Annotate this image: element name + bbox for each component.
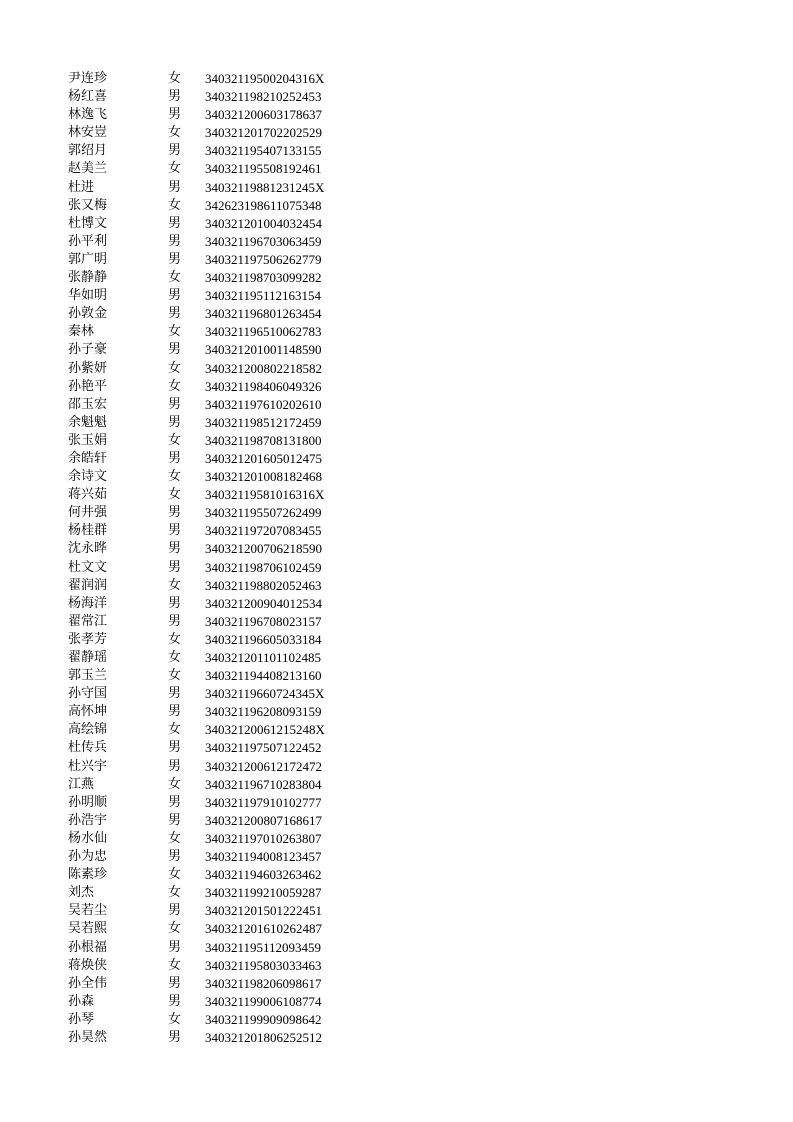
roster-row — [0, 468, 793, 486]
roster-row — [0, 957, 793, 975]
person-gender: 女 — [168, 722, 182, 738]
person-gender: 男 — [168, 758, 182, 774]
roster-row — [0, 396, 793, 414]
roster-row — [0, 559, 793, 577]
person-id-number: 340321201008182468 — [205, 469, 322, 485]
roster-row — [0, 360, 793, 378]
person-id-number: 340321200807168617 — [205, 812, 322, 828]
roster-row — [0, 649, 793, 667]
person-name: 赵美兰 — [68, 161, 108, 177]
person-name: 高怀坤 — [68, 704, 108, 720]
person-name: 蒋兴茹 — [68, 487, 108, 503]
roster-row — [0, 233, 793, 251]
person-gender: 男 — [168, 89, 182, 105]
person-name: 林逸飞 — [68, 107, 108, 123]
person-gender: 女 — [168, 270, 182, 286]
person-id-number: 340321195112093459 — [205, 939, 322, 955]
roster-row — [0, 577, 793, 595]
person-gender: 女 — [168, 487, 182, 503]
person-id-number: 340321195407133155 — [205, 143, 322, 159]
person-id-number: 340321197207083455 — [205, 523, 322, 539]
person-id-number: 340321199909098642 — [205, 1011, 322, 1027]
person-id-number: 340321198706102459 — [205, 559, 322, 575]
roster-row — [0, 197, 793, 215]
person-id-number: 340321197010263807 — [205, 830, 322, 846]
person-gender: 男 — [168, 288, 182, 304]
person-name: 孙昊然 — [68, 1029, 108, 1045]
person-gender: 男 — [168, 704, 182, 720]
person-name: 孙平利 — [68, 233, 108, 249]
person-gender: 女 — [168, 668, 182, 684]
person-id-number: 340321201501222451 — [205, 903, 322, 919]
person-name: 孙为忠 — [68, 849, 108, 865]
person-id-number: 340321196208093159 — [205, 704, 322, 720]
person-name: 孙根福 — [68, 939, 108, 955]
person-gender: 女 — [168, 432, 182, 448]
person-id-number: 340321196708023157 — [205, 613, 322, 629]
roster-row — [0, 179, 793, 197]
person-id-number: 340321195508192461 — [205, 161, 322, 177]
person-id-number: 34032119581016316X — [205, 487, 325, 503]
person-id-number: 340321194603263462 — [205, 867, 322, 883]
person-name: 何井强 — [68, 505, 108, 521]
person-name: 刘杰 — [68, 885, 95, 901]
person-id-number: 340321198210252453 — [205, 89, 322, 105]
person-name: 张静静 — [68, 270, 108, 286]
roster-row — [0, 305, 793, 323]
person-name: 余诗文 — [68, 469, 108, 485]
roster-row — [0, 631, 793, 649]
person-name: 杜文文 — [68, 559, 108, 575]
person-gender: 女 — [168, 378, 182, 394]
roster-row — [0, 215, 793, 233]
person-id-number: 340321195507262499 — [205, 505, 322, 521]
person-id-number: 340321195803033463 — [205, 957, 322, 973]
person-name: 蒋焕侠 — [68, 957, 108, 973]
person-gender: 女 — [168, 469, 182, 485]
person-gender: 女 — [168, 360, 182, 376]
person-gender: 男 — [168, 143, 182, 159]
roster-row — [0, 685, 793, 703]
person-name: 郭绍月 — [68, 143, 108, 159]
person-gender: 男 — [168, 342, 182, 358]
person-name: 林安豈 — [68, 125, 108, 141]
person-id-number: 340321200802218582 — [205, 360, 322, 376]
person-gender: 男 — [168, 215, 182, 231]
person-id-number: 340321198206098617 — [205, 975, 322, 991]
person-name: 杜传兵 — [68, 740, 108, 756]
roster-row — [0, 269, 793, 287]
roster-row — [0, 595, 793, 613]
person-id-number: 340321201001148590 — [205, 342, 322, 358]
person-name: 杨水仙 — [68, 830, 108, 846]
person-id-number: 340321201610262487 — [205, 921, 322, 937]
person-id-number: 340321200706218590 — [205, 541, 322, 557]
person-name: 杜兴宇 — [68, 758, 108, 774]
person-gender: 女 — [168, 1011, 182, 1027]
roster-row — [0, 106, 793, 124]
person-id-number: 340321201702202529 — [205, 125, 322, 141]
roster-row — [0, 758, 793, 776]
person-id-number: 340321196510062783 — [205, 324, 322, 340]
person-gender: 女 — [168, 324, 182, 340]
person-gender: 男 — [168, 523, 182, 539]
person-id-number: 340321197610202610 — [205, 396, 322, 412]
roster-row — [0, 504, 793, 522]
roster-row — [0, 830, 793, 848]
person-name: 张玉娟 — [68, 432, 108, 448]
person-name: 孙浩宇 — [68, 812, 108, 828]
person-gender: 男 — [168, 414, 182, 430]
roster-row — [0, 739, 793, 757]
person-name: 孙艳平 — [68, 378, 108, 394]
person-name: 孙森 — [68, 993, 95, 1009]
person-name: 陈素珍 — [68, 867, 108, 883]
person-name: 邵玉宏 — [68, 396, 108, 412]
roster-row — [0, 287, 793, 305]
person-id-number: 340321196605033184 — [205, 631, 322, 647]
roster-row — [0, 142, 793, 160]
roster-row — [0, 794, 793, 812]
roster-row — [0, 721, 793, 739]
person-gender: 男 — [168, 251, 182, 267]
roster-row — [0, 902, 793, 920]
roster-row — [0, 486, 793, 504]
person-name: 吴若熙 — [68, 921, 108, 937]
person-id-number: 340321200603178637 — [205, 107, 322, 123]
person-gender: 男 — [168, 450, 182, 466]
person-name: 孙守国 — [68, 686, 108, 702]
roster-row — [0, 341, 793, 359]
person-id-number: 340321196703063459 — [205, 233, 322, 249]
person-id-number: 340321197507122452 — [205, 740, 322, 756]
person-gender: 女 — [168, 867, 182, 883]
person-id-number: 340321201101102485 — [205, 650, 322, 665]
person-id-number: 340321198512172459 — [205, 414, 322, 430]
roster-row — [0, 540, 793, 558]
person-name: 孙全伟 — [68, 975, 108, 991]
person-gender: 女 — [168, 776, 182, 792]
person-gender: 女 — [168, 197, 182, 213]
person-id-number: 340321198703099282 — [205, 270, 322, 286]
roster-row — [0, 414, 793, 432]
roster-list — [0, 70, 793, 1047]
person-id-number: 340321197910102777 — [205, 794, 322, 810]
person-id-number: 340321198802052463 — [205, 577, 322, 593]
roster-row — [0, 975, 793, 993]
person-gender: 男 — [168, 179, 182, 195]
roster-row — [0, 432, 793, 450]
person-name: 孙紫妍 — [68, 360, 108, 376]
person-gender: 男 — [168, 613, 182, 629]
person-gender: 男 — [168, 541, 182, 557]
roster-row — [0, 251, 793, 269]
person-gender: 男 — [168, 505, 182, 521]
person-name: 余魁魁 — [68, 414, 108, 430]
roster-row — [0, 613, 793, 631]
person-gender: 男 — [168, 939, 182, 955]
person-gender: 男 — [168, 595, 182, 611]
person-gender: 男 — [168, 233, 182, 249]
roster-row — [0, 866, 793, 884]
roster-row — [0, 88, 793, 106]
person-gender: 女 — [168, 830, 182, 846]
person-name: 江燕 — [68, 776, 95, 792]
person-name: 秦林 — [68, 324, 95, 340]
person-name: 杜博文 — [68, 215, 108, 231]
person-gender: 女 — [168, 71, 182, 86]
person-id-number: 342623198611075348 — [205, 197, 322, 213]
person-name: 翟润润 — [68, 577, 108, 593]
roster-row — [0, 70, 793, 88]
roster-row — [0, 522, 793, 540]
person-gender: 女 — [168, 161, 182, 177]
person-gender: 男 — [168, 903, 182, 919]
person-gender: 男 — [168, 306, 182, 322]
person-id-number: 340321201605012475 — [205, 450, 322, 466]
person-name: 余皓轩 — [68, 450, 108, 466]
person-gender: 男 — [168, 849, 182, 865]
person-name: 沈永晔 — [68, 541, 108, 557]
person-gender: 女 — [168, 650, 182, 665]
person-id-number: 340321195112163154 — [205, 288, 322, 304]
person-name: 孙敦金 — [68, 306, 108, 322]
person-name: 孙明顺 — [68, 794, 108, 810]
person-gender: 女 — [168, 885, 182, 901]
person-name: 张孝芳 — [68, 631, 108, 647]
person-gender: 女 — [168, 957, 182, 973]
person-name: 尹连珍 — [68, 71, 108, 86]
person-name: 郭玉兰 — [68, 668, 108, 684]
roster-row — [0, 124, 793, 142]
person-gender: 男 — [168, 559, 182, 575]
person-id-number: 340321197506262779 — [205, 251, 322, 267]
person-name: 杨红喜 — [68, 89, 108, 105]
person-id-number: 340321200904012534 — [205, 595, 322, 611]
person-id-number: 340321199006108774 — [205, 993, 322, 1009]
person-id-number: 340321194008123457 — [205, 849, 322, 865]
person-gender: 女 — [168, 631, 182, 647]
person-name: 张又梅 — [68, 197, 108, 213]
person-id-number: 340321201004032454 — [205, 215, 322, 231]
person-gender: 男 — [168, 975, 182, 991]
person-gender: 男 — [168, 740, 182, 756]
roster-row — [0, 1029, 793, 1047]
person-gender: 男 — [168, 812, 182, 828]
roster-row — [0, 450, 793, 468]
roster-row — [0, 378, 793, 396]
person-id-number: 340321199210059287 — [205, 885, 322, 901]
person-gender: 男 — [168, 993, 182, 1009]
roster-row — [0, 848, 793, 866]
person-name: 杜进 — [68, 179, 95, 195]
roster-row — [0, 667, 793, 685]
person-id-number: 340321198406049326 — [205, 378, 322, 394]
roster-row — [0, 920, 793, 938]
person-id-number: 34032120061215248X — [205, 722, 325, 738]
person-name: 郭广明 — [68, 251, 108, 267]
roster-row — [0, 776, 793, 794]
person-name: 孙子豪 — [68, 342, 108, 358]
person-name: 华如明 — [68, 288, 108, 304]
person-name: 杨海洋 — [68, 595, 108, 611]
person-name: 翟静瑶 — [68, 650, 108, 665]
person-name: 高绘锦 — [68, 722, 108, 738]
person-name: 杨桂群 — [68, 523, 108, 539]
person-gender: 男 — [168, 396, 182, 412]
person-id-number: 340321201806252512 — [205, 1029, 322, 1045]
roster-row — [0, 939, 793, 957]
person-gender: 女 — [168, 921, 182, 937]
roster-row — [0, 993, 793, 1011]
person-id-number: 340321198708131800 — [205, 432, 322, 448]
person-gender: 女 — [168, 125, 182, 141]
person-name: 翟常江 — [68, 613, 108, 629]
person-gender: 女 — [168, 577, 182, 593]
roster-row — [0, 1011, 793, 1029]
person-id-number: 340321196801263454 — [205, 306, 322, 322]
person-id-number: 340321196710283804 — [205, 776, 322, 792]
roster-row — [0, 812, 793, 830]
person-id-number: 340321194408213160 — [205, 668, 322, 684]
roster-row — [0, 323, 793, 341]
roster-row — [0, 703, 793, 721]
person-gender: 男 — [168, 107, 182, 123]
person-name: 孙琴 — [68, 1011, 95, 1027]
person-name: 吴若尘 — [68, 903, 108, 919]
roster-row — [0, 160, 793, 178]
person-gender: 男 — [168, 794, 182, 810]
person-id-number: 34032119881231245X — [205, 179, 325, 195]
person-id-number: 34032119500204316X — [205, 71, 325, 86]
person-gender: 男 — [168, 686, 182, 702]
person-id-number: 340321200612172472 — [205, 758, 322, 774]
roster-row — [0, 884, 793, 902]
person-id-number: 34032119660724345X — [205, 686, 325, 702]
person-gender: 男 — [168, 1029, 182, 1045]
